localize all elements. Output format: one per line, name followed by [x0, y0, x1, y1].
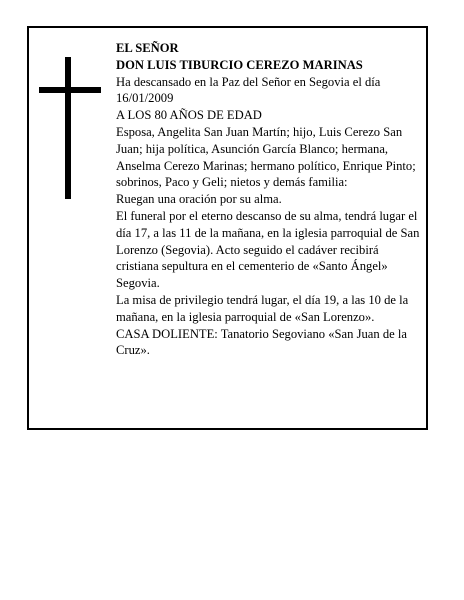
prayer-request: Ruegan una oración por su alma. — [116, 192, 282, 207]
mourning-house: CASA DOLIENTE: Tanatorio Segoviano «San Juan de la Cruz». — [116, 326, 407, 358]
cross-horizontal-bar — [39, 87, 101, 93]
funeral-details: El funeral por el eterno descanso de su alma, tendrá lugar el día 17, a las 11 de la mañana, en la iglesia parroquial de San Lorenzo (Segovia). Acto seguido el cadáver recibirá cristiana sepultura en el cementerio de «Santo Ángel» Segovia. — [116, 208, 420, 291]
mass-details: La misa de privilegio tendrá lugar, el día 19, a las 10 de la mañana, en la iglesia parroquial de «San Lorenzo». — [116, 292, 409, 324]
obituary-notice — [27, 26, 428, 430]
death-announcement: Ha descansado en la Paz del Señor en Segovia el día 16/01/2009 — [116, 74, 381, 106]
notice-title: EL SEÑOR — [116, 41, 179, 55]
deceased-name: DON LUIS TIBURCIO CEREZO MARINAS — [116, 57, 363, 72]
cross-icon — [39, 57, 101, 199]
cross-vertical-bar — [65, 57, 71, 199]
age-line: A LOS 80 AÑOS DE EDAD — [116, 108, 262, 123]
notice-text — [116, 40, 424, 359]
family-list: Esposa, Angelita San Juan Martín; hijo, Luis Cerezo San Juan; hija política, Asunción García Blanco; hermana, Anselma Cerezo Marinas; hermano político, Enrique Pinto; sobrinos, Paco y Geli; nietos y demás familia: — [116, 124, 416, 190]
